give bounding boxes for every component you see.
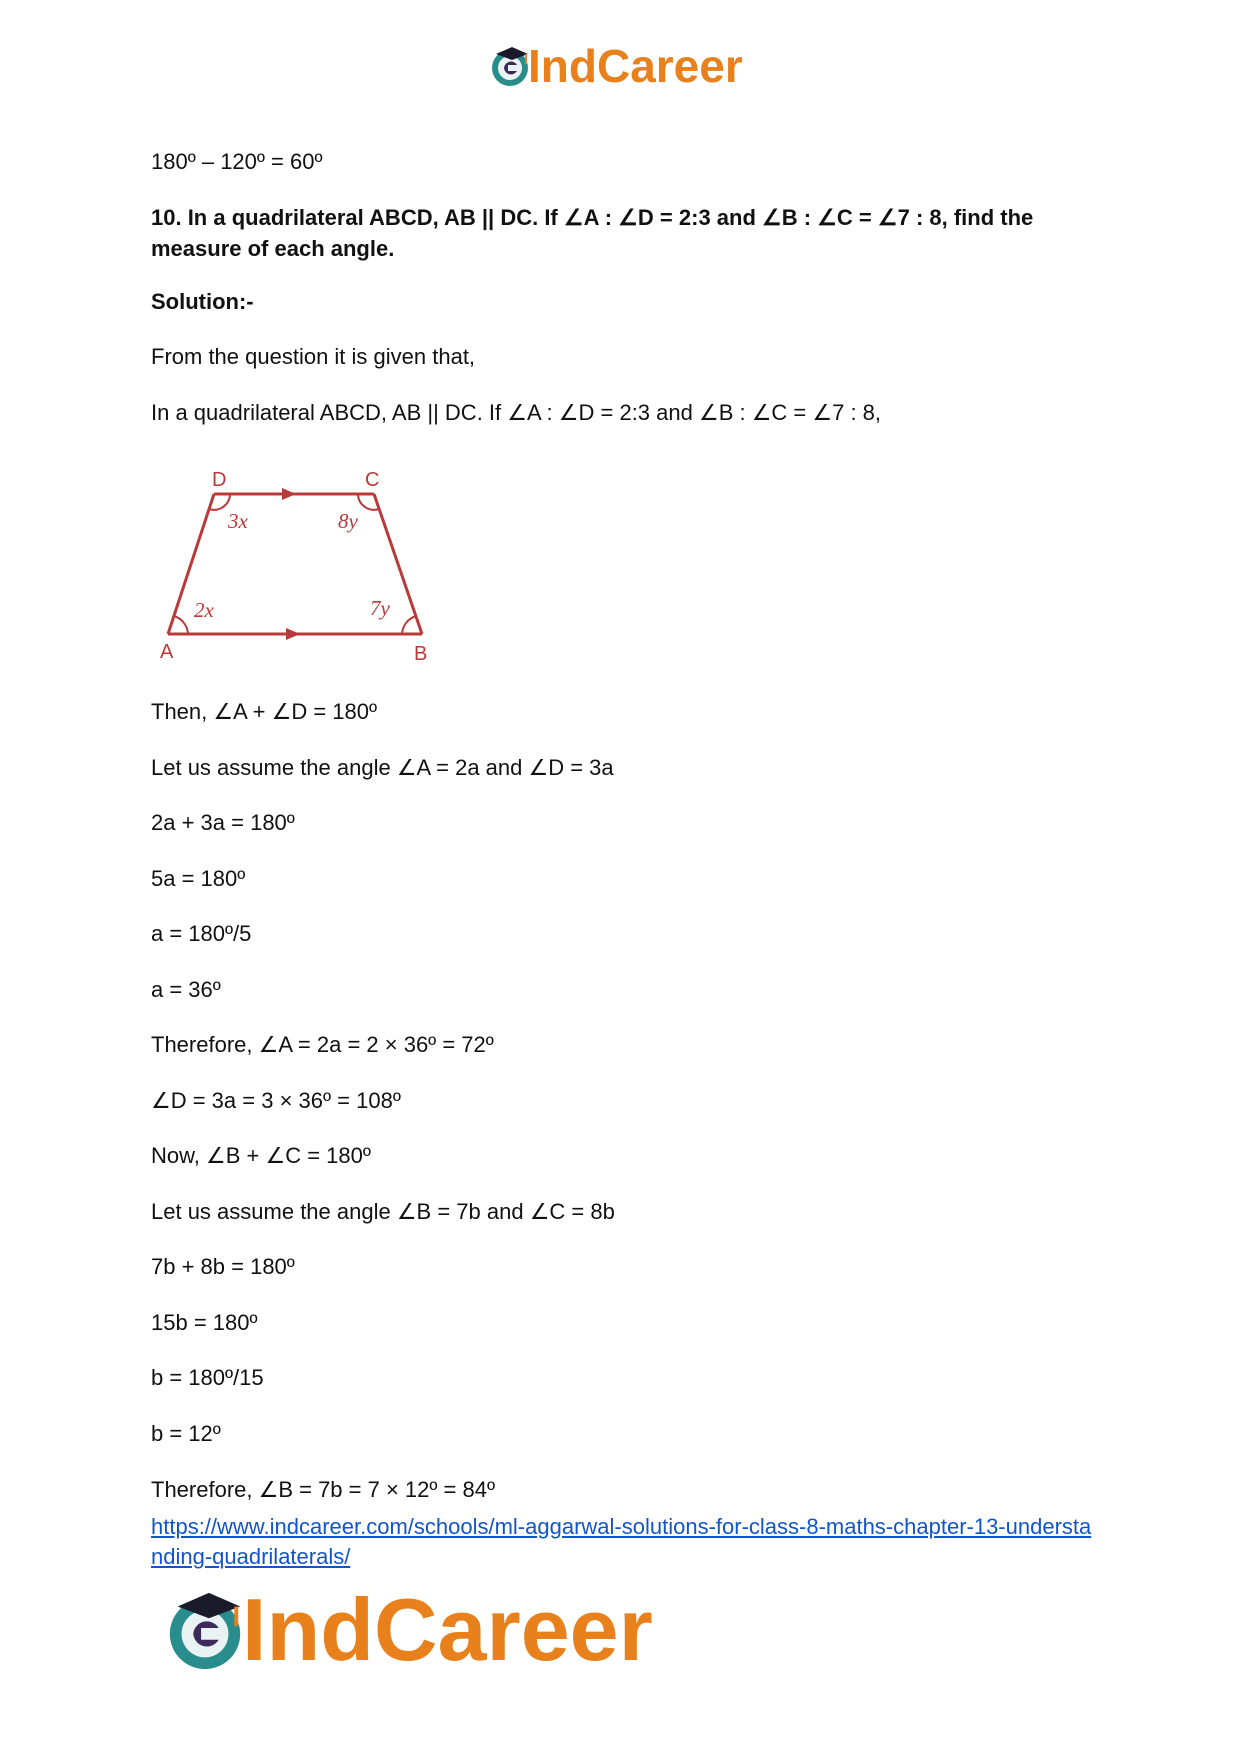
arrow-ab — [286, 628, 300, 640]
text-line: Then, ∠A + ∠D = 180º — [151, 699, 378, 724]
angle-label-c: 8y — [338, 509, 358, 533]
question-heading: 10. In a quadrilateral ABCD, AB || DC. If ∠A : ∠D = 2:3 and ∠B : ∠C = ∠7 : 8, find the measure of each angle. — [151, 205, 1034, 261]
angle-label-b: 7y — [370, 596, 390, 620]
text-line: 2a + 3a = 180º — [151, 810, 295, 835]
graduation-globe-icon — [162, 1587, 248, 1673]
angle-label-d: 3x — [228, 509, 248, 533]
text-line: Let us assume the angle ∠A = 2a and ∠D = 3a — [151, 755, 614, 780]
text-line: Therefore, ∠A = 2a = 2 × 36º = 72º — [151, 1032, 494, 1057]
solution-label: Solution:- — [151, 289, 254, 314]
text-line: In a quadrilateral ABCD, AB || DC. If ∠A : ∠D = 2:3 and ∠B : ∠C = ∠7 : 8, — [151, 400, 882, 425]
arrow-dc — [282, 488, 296, 500]
footer-logo — [162, 1580, 653, 1679]
source-link[interactable]: https://www.indcareer.com/schools/ml-aggarwal-solutions-for-class-8-maths-chapter-13-understanding-quadrilaterals/ — [151, 1514, 1092, 1569]
text-line: Now, ∠B + ∠C = 180º — [151, 1143, 371, 1168]
text-line: b = 180º/15 — [151, 1365, 264, 1390]
logo-text: IndCareer — [242, 1580, 653, 1679]
text-line: 180º – 120º = 60º — [151, 149, 323, 174]
text-line: 15b = 180º — [151, 1310, 258, 1335]
vertex-label-a: A — [160, 641, 174, 663]
text-line: a = 36º — [151, 977, 221, 1002]
text-line: Therefore, ∠B = 7b = 7 × 12º = 84º — [151, 1477, 496, 1502]
angle-arc-b — [402, 616, 416, 634]
text-line: ∠D = 3a = 3 × 36º = 108º — [151, 1088, 401, 1113]
graduation-globe-icon — [488, 44, 532, 88]
text-line: 5a = 180º — [151, 866, 246, 891]
vertex-label-b: B — [414, 643, 428, 665]
text-line: a = 180º/5 — [151, 921, 252, 946]
header-logo — [488, 40, 743, 92]
vertex-label-d: D — [212, 469, 227, 491]
text-line: 7b + 8b = 180º — [151, 1254, 295, 1279]
text-line: Let us assume the angle ∠B = 7b and ∠C = 8b — [151, 1199, 615, 1224]
vertex-label-c: C — [365, 469, 380, 491]
angle-arc-a — [174, 616, 188, 634]
text-line: From the question it is given that, — [151, 344, 476, 369]
text-line: b = 12º — [151, 1421, 221, 1446]
logo-text: IndCareer — [528, 40, 743, 92]
angle-label-a: 2x — [194, 598, 214, 622]
trapezium-diagram — [160, 462, 440, 667]
